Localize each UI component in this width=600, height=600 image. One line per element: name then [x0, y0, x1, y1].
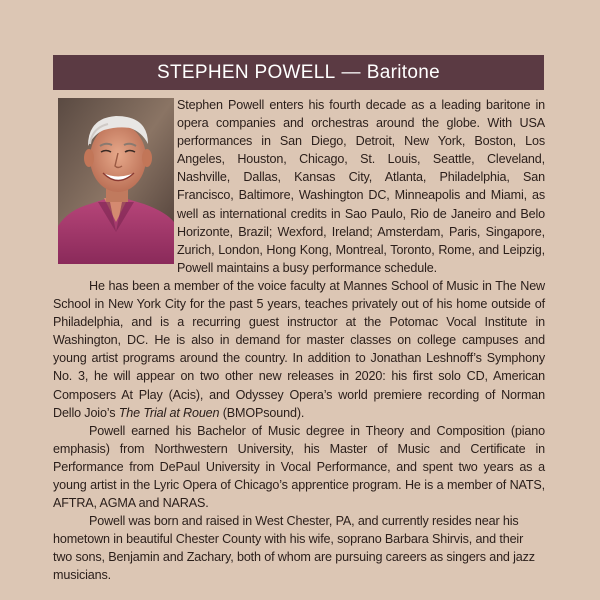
title-separator: — [341, 61, 361, 83]
bio-paragraph-2-end: (BMOPsound). [219, 405, 305, 420]
performer-role: Baritone [366, 61, 440, 83]
bio-paragraph-1: Stephen Powell enters his fourth decade as a leading baritone in opera companies and orchestras around the globe. With USA performances in San Diego, Detroit, New York, Boston, Los Angeles, Houston, Chicago, St. Louis, Seattle, Cleveland, Nashville, Dallas, Kansas City, Atlanta, Philadelphia, San Francisco, Baltimore, Washington DC, Minneapolis and Miami, as well as international credits in Sao Paulo, Rio de Janeiro and Belo Horizonte, Brazil; Wexford, Ireland; Amsterdam, Paris, Singapore, Zurich, London, Hong Kong, Montreal, Toronto, Rome, and Leipzig, Powell maintains a busy performance schedule. [177, 98, 545, 275]
biography-text [53, 96, 545, 585]
opera-title: The Trial at Rouen [118, 405, 220, 420]
bio-paragraph-3: Powell earned his Bachelor of Music degree in Theory and Composition (piano emphasis) from Northwestern University, his Master of Music and Certificate in Performance from DePaul University in Vocal Performance, and spent two years as a young artist in the Lyric Opera of Chicago’s apprentice program. He is a member of NATS, AFTRA, AGMA and NARAS. [53, 423, 545, 511]
performer-name: STEPHEN POWELL [157, 61, 336, 83]
photo-wrap-spacer [53, 96, 177, 272]
title-bar [53, 55, 544, 90]
bio-paragraph-2-text: He has been a member of the voice faculty at Mannes School of Music in The New School in New York City for the past 5 years, teaches privately out of his home outside of Philadelphia, and is a recurring guest instructor at the Potomac Vocal Institute in Washington, DC. He is also in demand for master classes on college campuses and young artist programs around the country. In addition to Jonathan Leshnoff’s Symphony No. 3, he will appear on two other new releases in 2020: his first solo CD, American Composers At Play (Acis), and Odyssey Opera’s world premiere recording of Norman Dello Joio’s [53, 278, 545, 420]
bio-paragraph-4: Powell was born and raised in West Chester, PA, and currently resides near his hometown in beautiful Chester County with his wife, soprano Barbara Shirvis, and their two sons, Benjamin and Zachary, both of whom are pursuing careers as singers and jazz musicians. [53, 514, 535, 583]
bio-paragraph-2 [53, 277, 545, 422]
